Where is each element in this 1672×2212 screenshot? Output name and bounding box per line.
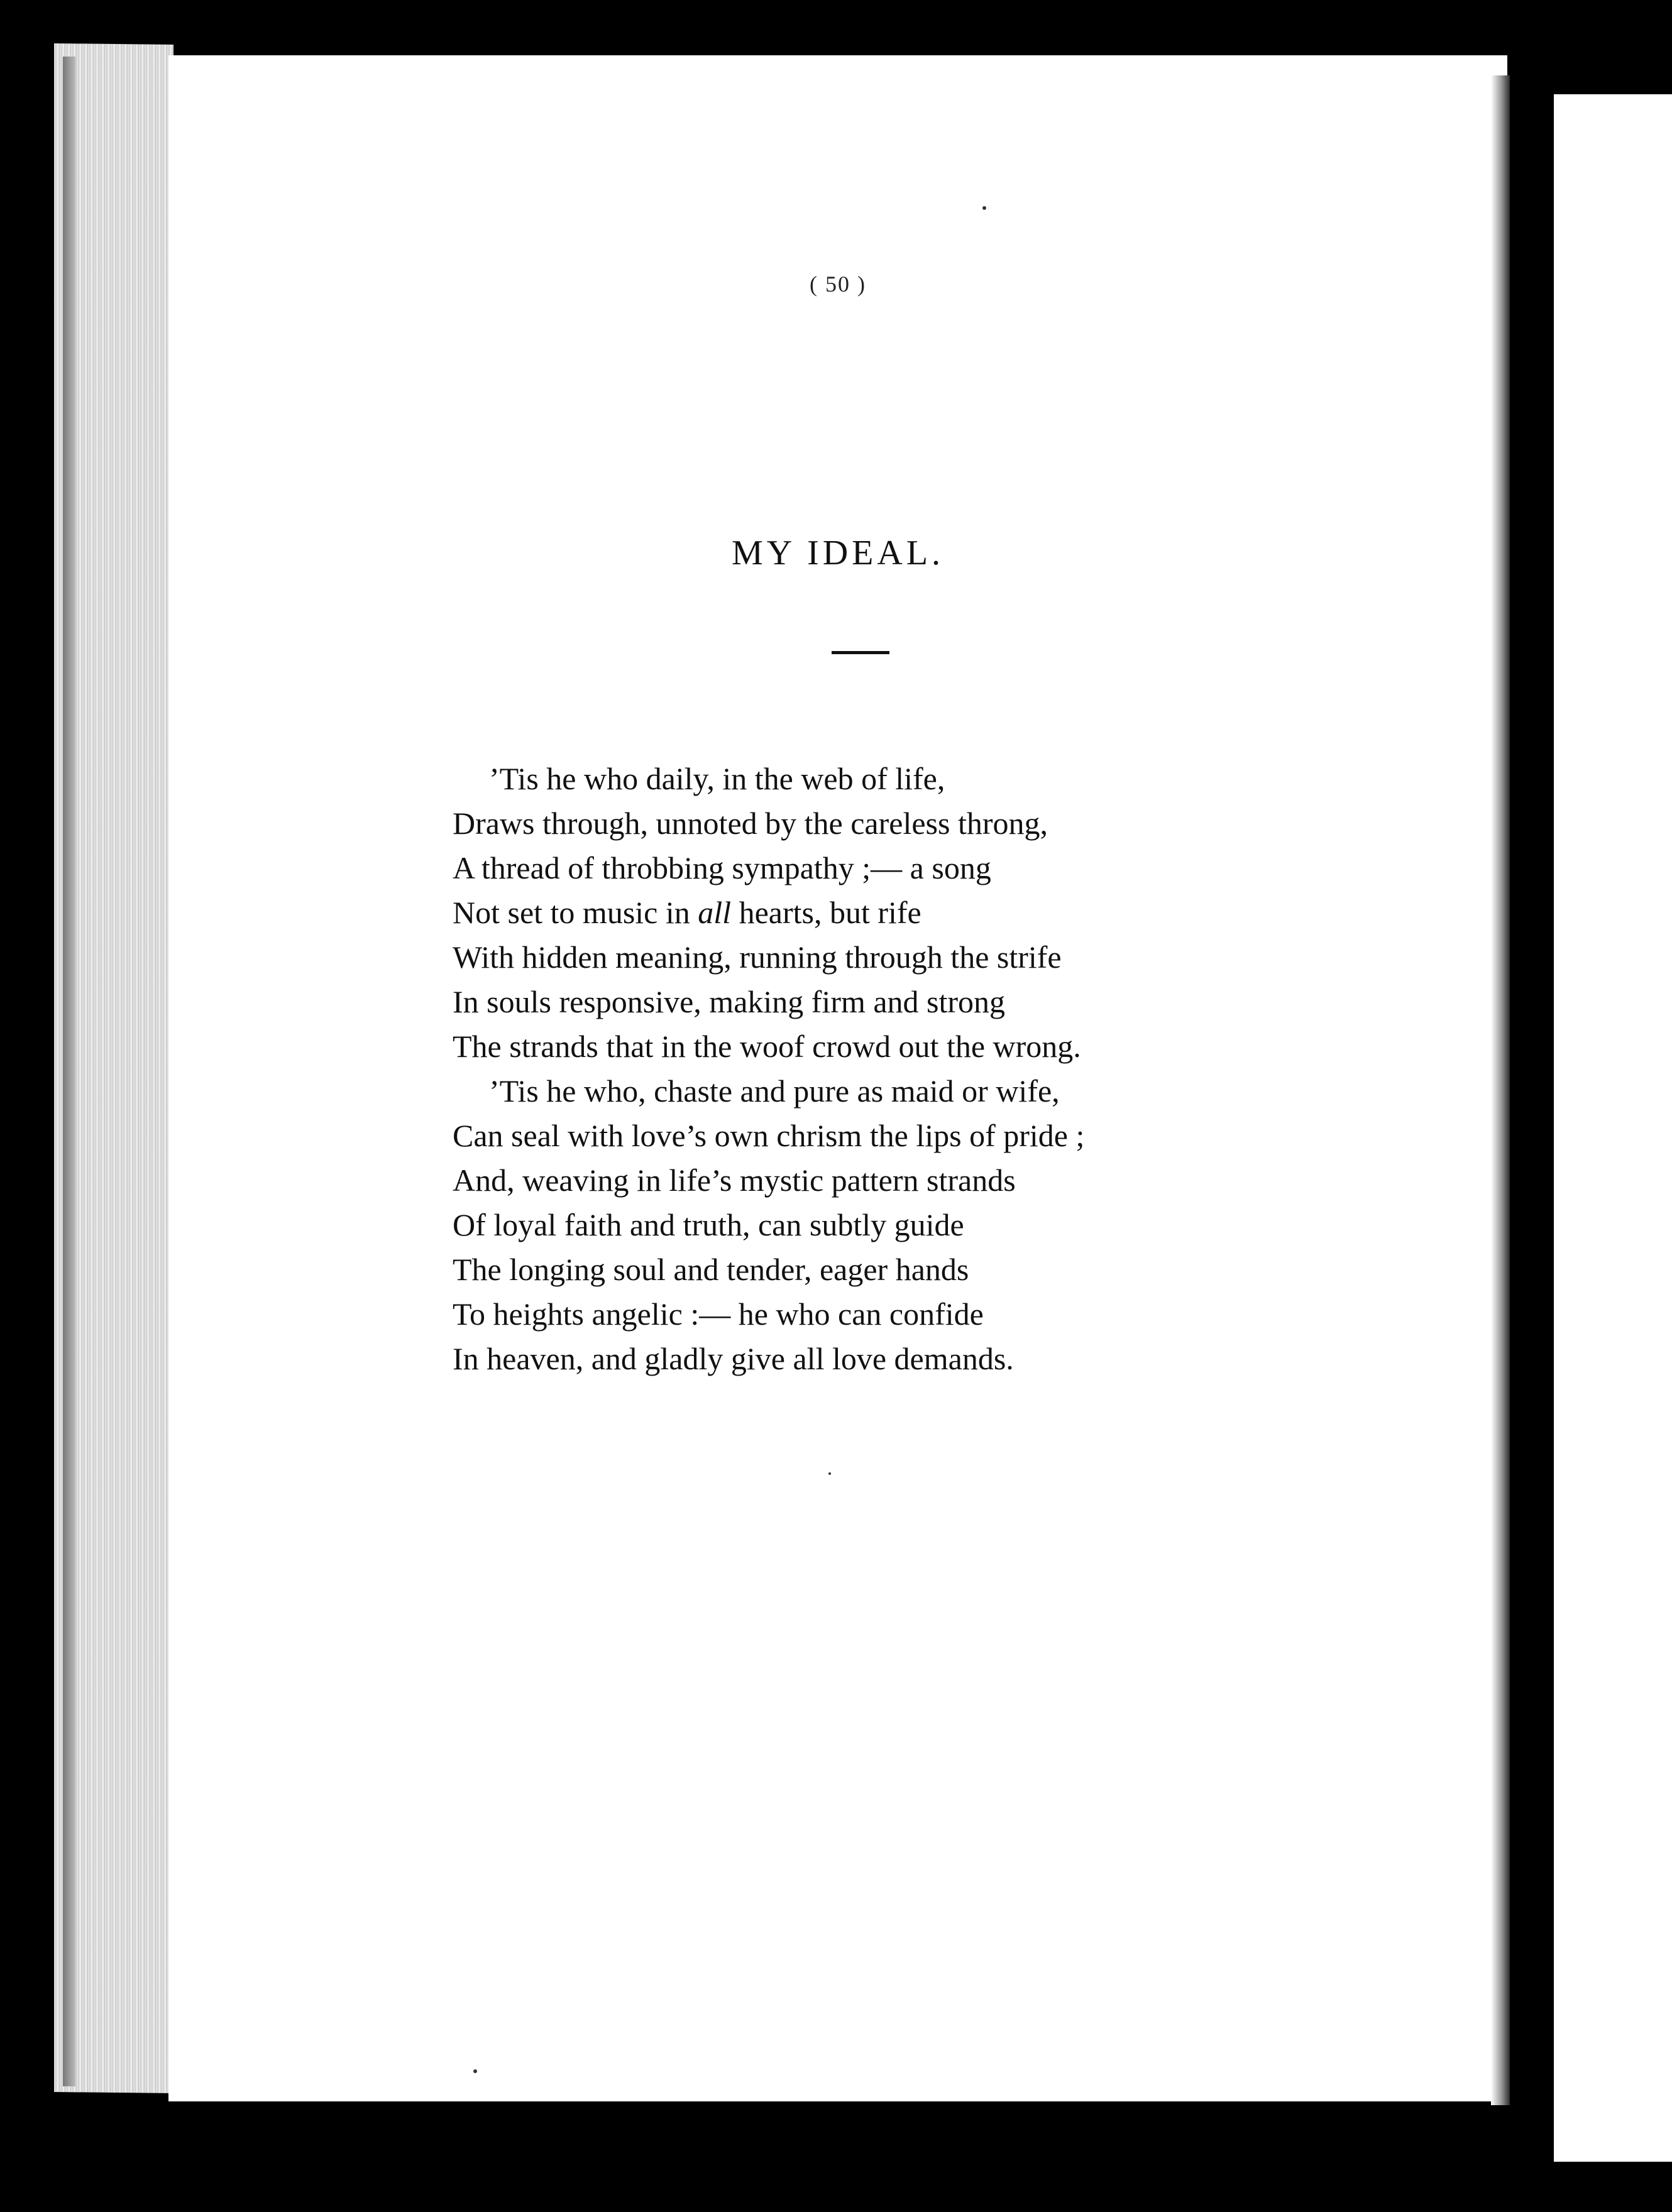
page-gutter (1491, 75, 1510, 2105)
poem-line: The strands that in the woof crowd out the wrong. (453, 1029, 1081, 1064)
poem-line: And, weaving in life’s mystic pattern strands (453, 1163, 1016, 1198)
poem-line: ’Tis he who, chaste and pure as maid or wife, (489, 1073, 1060, 1109)
paper-speck (473, 2069, 477, 2073)
poem-line: A thread of throbbing sympathy ;— a song (453, 850, 991, 885)
poem-line-text: hearts, but rife (731, 895, 921, 930)
poem-body (453, 757, 1490, 1381)
page-edges-shadow (63, 57, 75, 2086)
poem-line: Of loyal faith and truth, can subtly guide (453, 1207, 964, 1242)
poem-line: The longing soul and tender, eager hands (453, 1252, 969, 1287)
title-rule (832, 651, 889, 654)
poem-line-text: Not set to music in (453, 895, 698, 930)
poem-line: With hidden meaning, running through the strife (453, 939, 1062, 975)
poem-line: In souls responsive, making firm and strong (453, 984, 1006, 1019)
poem-line (453, 890, 1490, 935)
poem-line: Draws through, unnoted by the careless throng, (453, 806, 1048, 841)
poem-line: To heights angelic :— he who can confide (453, 1296, 984, 1332)
poem-line: ’Tis he who daily, in the web of life, (489, 761, 945, 796)
poem-title: MY IDEAL. (731, 534, 945, 572)
facing-page (1554, 94, 1672, 2162)
page-number: ( 50 ) (810, 271, 866, 297)
paper-speck (982, 206, 986, 210)
poem-line: Can seal with love’s own chrism the lips of pride ; (453, 1118, 1085, 1153)
poem-line-emphasis: all (698, 895, 732, 930)
paper-speck (828, 1472, 831, 1475)
poem-line: In heaven, and gladly give all love demands. (453, 1341, 1014, 1376)
book-page (168, 55, 1507, 2101)
